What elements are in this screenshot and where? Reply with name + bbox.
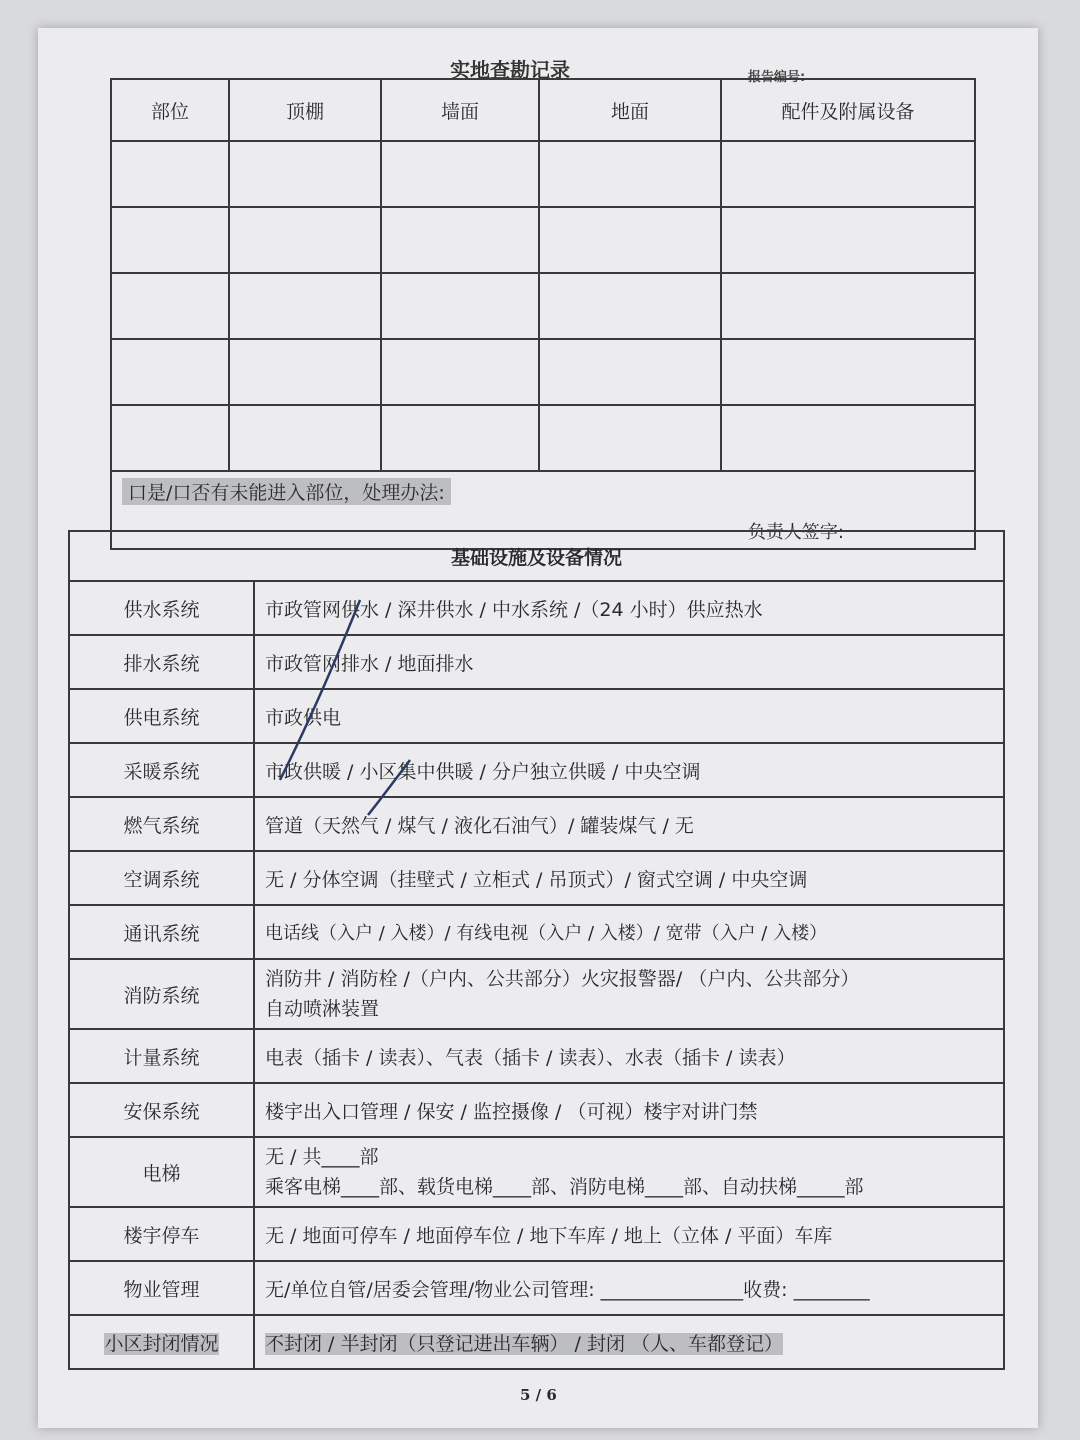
- facility-value: 市政管网供水 / 深井供水 / 中水系统 /（24 小时）供应热水: [254, 581, 1004, 635]
- facility-label: 安保系统: [69, 1083, 254, 1137]
- facility-row: [69, 1261, 1004, 1315]
- facility-row: [69, 581, 1004, 635]
- facility-row: [69, 1137, 1004, 1207]
- facility-label: 消防系统: [69, 959, 254, 1029]
- empty-cell[interactable]: [381, 141, 539, 207]
- facilities-title: 基础设施及设备情况: [69, 531, 1004, 581]
- inaccessible-notice: 口是/口否有未能进入部位，处理办法:: [122, 478, 451, 505]
- facility-value-line: 消防井 / 消防栓 /（户内、公共部分）火灾报警器/ （户内、公共部分）: [265, 968, 860, 990]
- facility-row: [69, 905, 1004, 959]
- facility-value: 无/单位自管/居委会管理/物业公司管理: _______________收费: ________: [254, 1261, 1004, 1315]
- survey-header-row: [111, 79, 975, 141]
- empty-cell[interactable]: [229, 207, 381, 273]
- empty-cell[interactable]: [721, 273, 975, 339]
- column-header: 部位: [111, 79, 229, 141]
- facility-value-line: 乘客电梯____部、载货电梯____部、消防电梯____部、自动扶梯_____部: [265, 1176, 864, 1198]
- empty-cell[interactable]: [111, 273, 229, 339]
- facility-label: 物业管理: [69, 1261, 254, 1315]
- page-number: 5 / 6: [520, 1386, 557, 1404]
- empty-cell[interactable]: [111, 207, 229, 273]
- empty-cell[interactable]: [111, 339, 229, 405]
- facility-value: 无 / 分体空调（挂壁式 / 立柜式 / 吊顶式）/ 窗式空调 / 中央空调: [254, 851, 1004, 905]
- column-header: 配件及附属设备: [721, 79, 975, 141]
- document-title: 实地查勘记录: [450, 58, 570, 82]
- survey-empty-row: [111, 339, 975, 405]
- facilities-title-row: [69, 531, 1004, 581]
- facility-row: [69, 743, 1004, 797]
- facility-row: [69, 851, 1004, 905]
- empty-cell[interactable]: [229, 141, 381, 207]
- empty-cell[interactable]: [539, 339, 721, 405]
- facility-value-line: 自动喷淋装置: [265, 998, 380, 1020]
- facility-row: [69, 635, 1004, 689]
- facility-value: 市政供暖 / 小区集中供暖 / 分户独立供暖 / 中央空调: [254, 743, 1004, 797]
- facility-row: [69, 1207, 1004, 1261]
- empty-cell[interactable]: [381, 339, 539, 405]
- facility-row: [69, 1029, 1004, 1083]
- survey-table: [110, 78, 976, 550]
- survey-empty-row: [111, 405, 975, 471]
- empty-cell[interactable]: [539, 273, 721, 339]
- empty-cell[interactable]: [381, 405, 539, 471]
- report-number-label: 报告编号:: [748, 70, 806, 85]
- signature-label: 负责人签字:: [747, 522, 844, 543]
- column-header: 地面: [539, 79, 721, 141]
- facilities-table: [68, 530, 1005, 1370]
- facility-row: [69, 797, 1004, 851]
- empty-cell[interactable]: [111, 141, 229, 207]
- facility-row: [69, 689, 1004, 743]
- facility-label: 空调系统: [69, 851, 254, 905]
- facility-value: 无 / 地面可停车 / 地面停车位 / 地下车库 / 地上（立体 / 平面）车库: [254, 1207, 1004, 1261]
- facility-label: [69, 1315, 254, 1369]
- empty-cell[interactable]: [721, 207, 975, 273]
- empty-cell[interactable]: [381, 273, 539, 339]
- facility-label: 供水系统: [69, 581, 254, 635]
- facility-label: 楼宇停车: [69, 1207, 254, 1261]
- facility-label: 排水系统: [69, 635, 254, 689]
- facility-value: 市政管网排水 / 地面排水: [254, 635, 1004, 689]
- facility-label: 供电系统: [69, 689, 254, 743]
- highlighted-value: 不封闭 / 半封闭（只登记进出车辆） / 封闭 （人、车都登记）: [265, 1332, 784, 1355]
- column-header: 墙面: [381, 79, 539, 141]
- facility-row: [69, 1083, 1004, 1137]
- facility-row: [69, 959, 1004, 1029]
- empty-cell[interactable]: [721, 339, 975, 405]
- facility-value: [254, 959, 1004, 1029]
- empty-cell[interactable]: [229, 339, 381, 405]
- facility-value: [254, 1315, 1004, 1369]
- column-header: 顶棚: [229, 79, 381, 141]
- facility-value: 电表（插卡 / 读表）、气表（插卡 / 读表）、水表（插卡 / 读表）: [254, 1029, 1004, 1083]
- empty-cell[interactable]: [229, 273, 381, 339]
- survey-empty-row: [111, 141, 975, 207]
- facility-value: 楼宇出入口管理 / 保安 / 监控摄像 / （可视）楼宇对讲门禁: [254, 1083, 1004, 1137]
- facility-label: 通讯系统: [69, 905, 254, 959]
- empty-cell[interactable]: [381, 207, 539, 273]
- facility-label: 燃气系统: [69, 797, 254, 851]
- facility-row: [69, 1315, 1004, 1369]
- empty-cell[interactable]: [721, 141, 975, 207]
- facility-value: 管道（天然气 / 煤气 / 液化石油气）/ 罐装煤气 / 无: [254, 797, 1004, 851]
- survey-empty-row: [111, 273, 975, 339]
- facility-value: [254, 1137, 1004, 1207]
- facility-value: 电话线（入户 / 入楼）/ 有线电视（入户 / 入楼）/ 宽带（入户 / 入楼）: [254, 905, 1004, 959]
- empty-cell[interactable]: [229, 405, 381, 471]
- facility-label: 电梯: [69, 1137, 254, 1207]
- facility-label: 计量系统: [69, 1029, 254, 1083]
- survey-empty-row: [111, 207, 975, 273]
- facility-label: 采暖系统: [69, 743, 254, 797]
- empty-cell[interactable]: [721, 405, 975, 471]
- empty-cell[interactable]: [539, 207, 721, 273]
- empty-cell[interactable]: [539, 141, 721, 207]
- facility-value-line: 无 / 共____部: [265, 1146, 379, 1168]
- empty-cell[interactable]: [539, 405, 721, 471]
- highlighted-label: 小区封闭情况: [104, 1332, 219, 1355]
- empty-cell[interactable]: [111, 405, 229, 471]
- facility-value: 市政供电: [254, 689, 1004, 743]
